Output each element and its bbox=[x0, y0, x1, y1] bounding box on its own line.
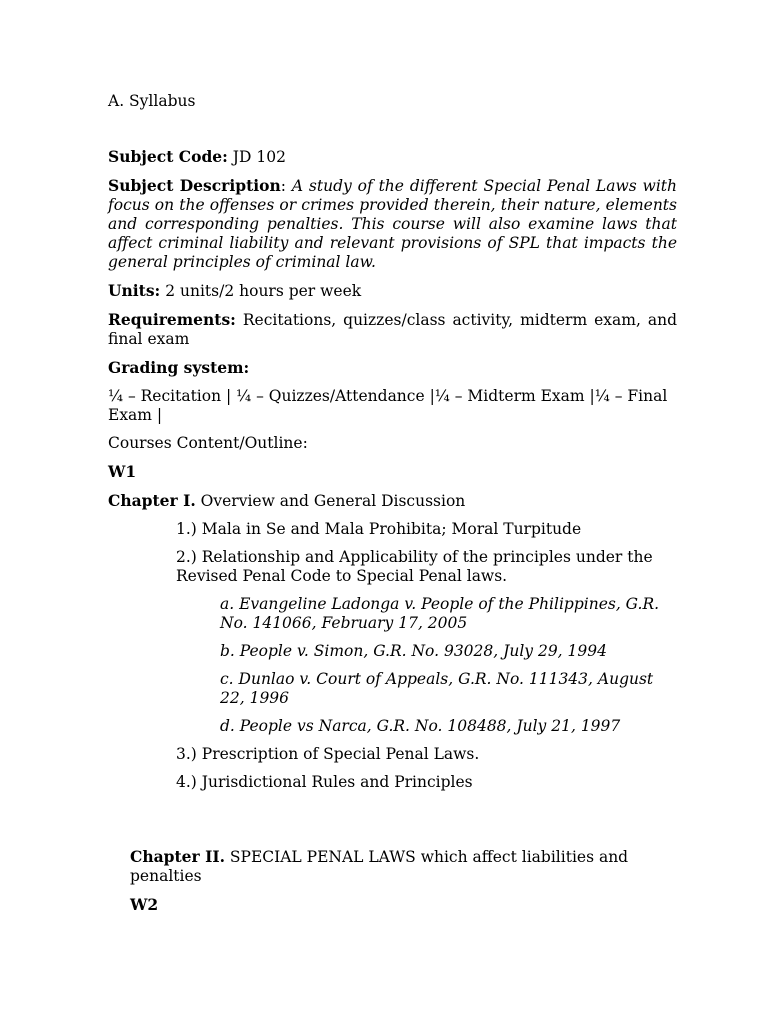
chapter-2-label: Chapter II. bbox=[130, 847, 225, 866]
week-1-text: W1 bbox=[108, 462, 137, 481]
chapter-2 bbox=[130, 847, 677, 886]
week-2 bbox=[130, 895, 677, 915]
case-a-text: a. Evangeline Ladonga v. People of the Philippines, G.R. No. 141066, February 17, 2005 bbox=[220, 595, 660, 632]
case-d bbox=[220, 717, 677, 736]
grading-label-text: Grading system: bbox=[108, 358, 250, 377]
chapter-1-title: Overview and General Discussion bbox=[195, 492, 466, 510]
week-2-text: W2 bbox=[130, 895, 159, 914]
case-b-text: b. People v. Simon, G.R. No. 93028, July 29, 1994 bbox=[220, 642, 607, 660]
case-a bbox=[220, 595, 677, 633]
grading-label bbox=[108, 358, 677, 378]
chapter-1 bbox=[108, 491, 677, 511]
requirements bbox=[108, 310, 677, 349]
outline-item-4: 4.) Jurisdictional Rules and Principles bbox=[176, 773, 473, 791]
subject-description-label: Subject Description bbox=[108, 176, 281, 195]
case-d-text: d. People vs Narca, G.R. No. 108488, July 21, 1997 bbox=[220, 717, 621, 735]
section-heading: A. Syllabus bbox=[108, 92, 196, 110]
grading-value: ¼ – Recitation | ¼ – Quizzes/Attendance |¼ – Midterm Exam |¼ – Final Exam | bbox=[108, 387, 668, 424]
units-label: Units: bbox=[108, 281, 161, 300]
subject-description-colon: : bbox=[280, 177, 292, 195]
subject-code-value: JD 102 bbox=[227, 148, 286, 166]
outline-item-2: 2.) Relationship and Applicability of the principles under the Revised Penal Code to Special Penal laws. bbox=[176, 548, 653, 585]
document-page bbox=[108, 92, 677, 915]
outline-label: Courses Content/Outline: bbox=[108, 434, 308, 452]
requirements-value: Recitations, quizzes/class activity, midterm exam, and final exam bbox=[108, 311, 677, 348]
subject-code bbox=[108, 147, 677, 167]
subject-description-text: A study of the different Special Penal Laws with focus on the offenses or crimes provided therein, their nature, elements and corresponding penalties. This course will also examine laws that affect criminal liability and relevant provisions of SPL that impacts the general principles of criminal law. bbox=[108, 177, 677, 271]
outline-item-3: 3.) Prescription of Special Penal Laws. bbox=[176, 745, 480, 763]
case-b bbox=[220, 642, 677, 661]
units-value: 2 units/2 hours per week bbox=[160, 282, 362, 300]
requirements-label: Requirements: bbox=[108, 310, 236, 329]
units bbox=[108, 281, 677, 301]
week-1 bbox=[108, 462, 677, 482]
chapter-1-label: Chapter I. bbox=[108, 491, 196, 510]
subject-code-label: Subject Code: bbox=[108, 147, 228, 166]
subject-description bbox=[108, 176, 677, 272]
outline-item-1: 1.) Mala in Se and Mala Prohibita; Moral Turpitude bbox=[176, 520, 582, 538]
case-c-text: c. Dunlao v. Court of Appeals, G.R. No. 111343, August 22, 1996 bbox=[220, 670, 654, 707]
case-c bbox=[220, 670, 677, 708]
chapter-2-title: SPECIAL PENAL LAWS which affect liabilities and penalties bbox=[130, 848, 629, 885]
